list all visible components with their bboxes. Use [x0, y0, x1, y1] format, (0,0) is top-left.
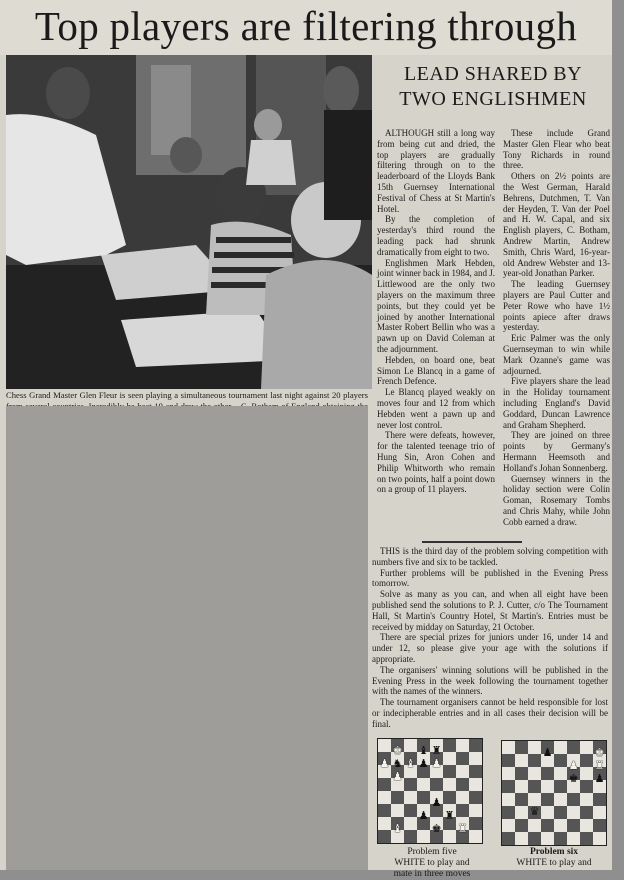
headline: Top players are filtering through	[0, 0, 612, 55]
paragraph: There were defeats, however, for the talented teenage trio of Hung Sin, Aron Cohen and Philip Whitworth who remain on two points, half a point down on a group of 11 players.	[377, 430, 495, 495]
black-rook-icon: ♜	[444, 810, 455, 822]
subheadline	[378, 62, 608, 112]
paragraph: Solve as many as you can, and when all eight have been published send the solutions to P. J. Cutter, c/o The Tournament Hall, St Martin's Country Hotel, St Martin's. Entries must be received by midday on Saturday, 21 October.	[372, 589, 608, 632]
paragraph: They are joined on three points by Germany's Hermann Heemsoth and Holland's Johan Sonnenberg.	[503, 430, 610, 473]
paragraph: By the completion of yesterday's third round the leading pack had shrunk dramatically from eight to two.	[377, 214, 495, 257]
paragraph: Eric Palmer was the only Guernseyman to win while Mark Ozanne's game was adjourned.	[503, 333, 610, 376]
problem-five-caption	[372, 847, 492, 880]
paragraph: Guernsey winners in the holiday section were Colin Goman, Rosemary Tombs and Chris Mahy, while John Cobb earned a draw.	[503, 473, 610, 527]
white-bishop-icon: ♝	[392, 823, 403, 835]
paragraph: Further problems will be published in the Evening Press tomorrow.	[372, 567, 608, 589]
white-pawn-icon: ♟	[568, 760, 579, 772]
paragraph: The organisers' winning solutions will be published in the Evening Press in the week following the tournament together with the names of the winners.	[372, 664, 608, 697]
black-pawn-icon: ♟	[418, 810, 429, 822]
black-queen-icon: ♛	[529, 806, 540, 818]
black-pawn-icon: ♟	[594, 773, 605, 785]
problem-six-caption	[498, 847, 610, 869]
white-rook-icon: ♜	[457, 823, 468, 835]
photo-illustration	[6, 55, 372, 389]
paragraph: Englishmen Mark Hebden, joint winner back in 1984, and J. Littlewood are the only two players on the maximum three points, but they could yet be joined by another International Master Robert Bellin who was a pawn up on David Coleman at the adjournment.	[377, 257, 495, 354]
black-pawn-icon: ♟	[418, 758, 429, 770]
subheadline-line1: LEAD SHARED BY	[403, 63, 583, 85]
paragraph: Hebden, on board one, beat Simon Le Blancq in a game of French Defence.	[377, 354, 495, 387]
article-column-1	[377, 128, 495, 495]
white-king-icon: ♚	[392, 745, 403, 757]
paragraph: THIS is the third day of the problem solving competition with numbers five and six to be tackled.	[372, 546, 608, 567]
article-column-2	[503, 128, 610, 527]
caption-text: Chess Grand Master Glen Fleur is seen playing a simultaneous tournament last night against 20 players	[6, 390, 368, 400]
paragraph: Five players share the lead in the Holiday tournament including England's David Goddard, Duncan Lawrence and Graham Shepherd.	[503, 376, 610, 430]
section-divider	[422, 541, 522, 543]
white-bishop-icon: ♝	[405, 758, 416, 770]
white-king-icon: ♚	[594, 747, 605, 759]
white-pawn-icon: ♟	[379, 758, 390, 770]
black-knight-icon: ♞	[392, 758, 403, 770]
white-rook-icon: ♜	[594, 760, 605, 772]
problem-six-title: Problem six	[529, 847, 579, 857]
white-pawn-icon: ♟	[431, 758, 442, 770]
chess-diagram-problem-six	[501, 740, 607, 846]
paragraph: The tournament organisers cannot be held responsible for lost or indecipherable entries and in all cases their decision will be final.	[372, 697, 608, 729]
subheadline-line2: TWO ENGLISHMEN	[399, 88, 587, 110]
black-king-icon: ♚	[431, 823, 442, 835]
paragraph: ALTHOUGH still a long way from being cut and dried, the top players are gradually filtering through on to the leaderboard of the Lloyds Bank 15th Guernsey International Festival of Chess at St Martin's Hotel.	[377, 128, 495, 214]
black-pawn-icon: ♟	[431, 797, 442, 809]
problem-five-line1: WHITE to play and	[394, 858, 470, 868]
black-king-icon: ♚	[568, 773, 579, 785]
problem-six-line1: WHITE to play and	[516, 858, 592, 868]
chess-diagram-problem-five	[377, 738, 483, 844]
problem-five-line2: mate in three moves	[393, 869, 471, 879]
paragraph: The leading Guernsey players are Paul Cutter and Peter Rowe who have 1½ points apiece after draws yesterday.	[503, 279, 610, 333]
problem-five-title: Problem five	[407, 847, 457, 857]
black-bishop-icon: ♝	[418, 745, 429, 757]
black-rook-icon: ♜	[431, 745, 442, 757]
paragraph: There are special prizes for juniors under 16, under 14 and under 12, so please give your age with the solutions if appropriate.	[372, 632, 608, 664]
black-pawn-icon: ♟	[542, 747, 553, 759]
white-pawn-icon: ♟	[392, 771, 403, 783]
paragraph: Others on 2½ points are the West German, Harald Behrens, Dutchmen, T. Van der Heyden, T. Van der Poel and H. W. Capal, and six English players, C. Botham, Andrew Martin, Andrew Smith, Chris Ward, 16-year-old Andrew Webster and 13-year-old Jonathan Parker.	[503, 171, 610, 279]
paragraph: Le Blancq played weakly on moves four and 12 from which Hebden went a pawn up and never lost control.	[377, 387, 495, 430]
problem-competition-text	[372, 546, 608, 730]
adjacent-page-area	[6, 406, 368, 870]
paragraph: These include Grand Master Glen Flear who beat Tony Richards in round three.	[503, 128, 610, 171]
photo-simultaneous-chess	[6, 55, 372, 389]
